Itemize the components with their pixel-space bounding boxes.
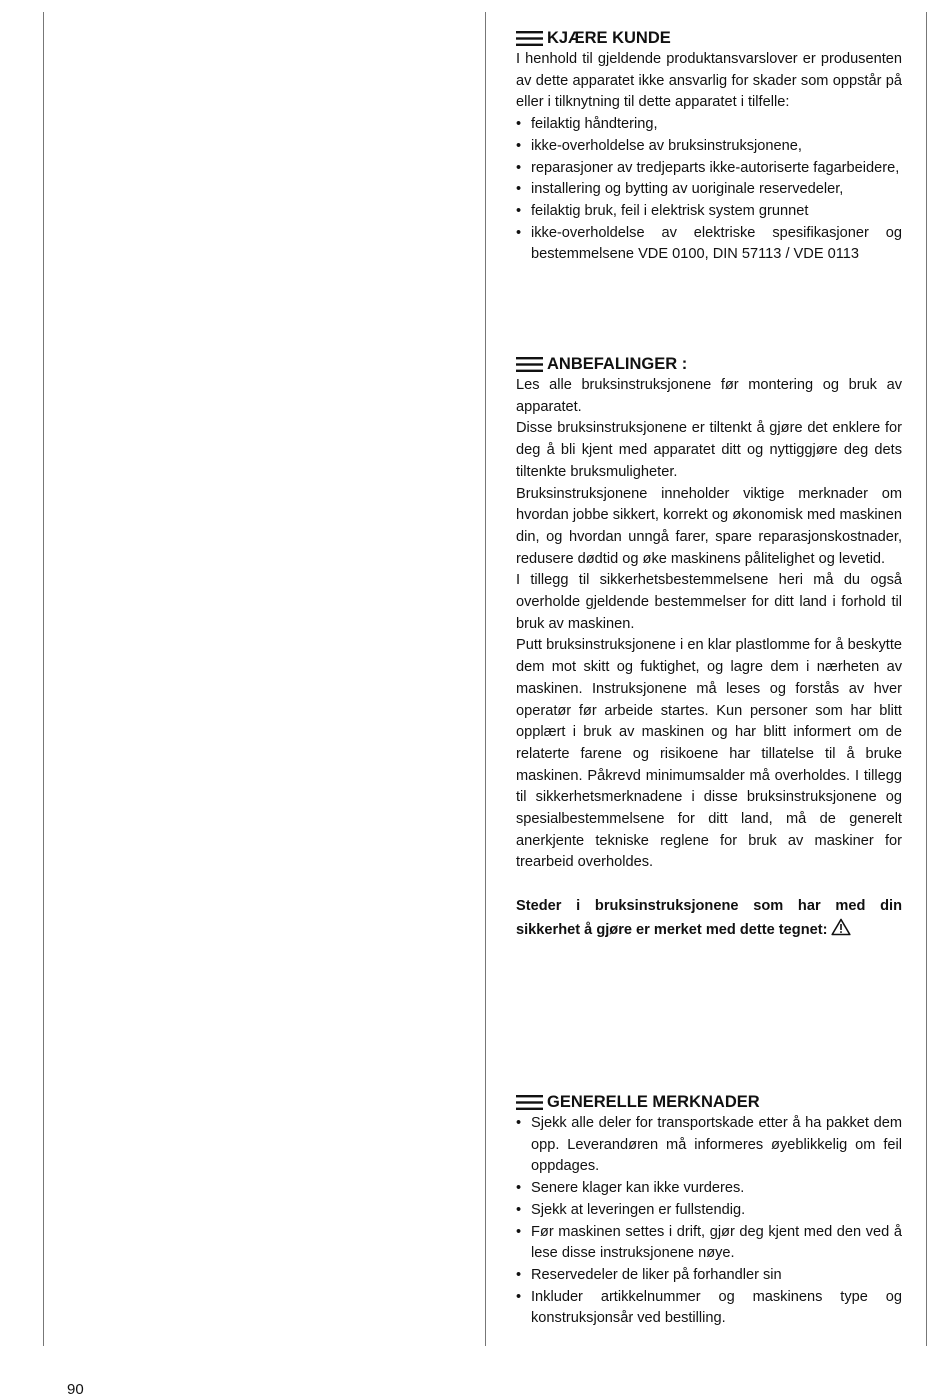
general-section <box>516 1091 902 1330</box>
liability-list <box>516 114 902 266</box>
recommendations-section <box>516 353 902 941</box>
customer-heading <box>516 27 902 49</box>
recommendations-title: ANBEFALINGER : <box>547 355 688 373</box>
customer-section <box>516 27 902 266</box>
list-item: • ikke-overholdelse av elektriske spesifikasjoner og bestemmelsene VDE 0100, DIN 57113 / VDE 0113 <box>516 223 902 266</box>
recommendation-paragraph: Les alle bruksinstruksjonene før montering og bruk av apparatet. <box>516 377 902 415</box>
recommendations-heading <box>516 353 902 375</box>
general-title: GENERELLE MERKNADER <box>547 1093 760 1111</box>
list-item: • ikke-overholdelse av bruksinstruksjonene, <box>516 136 902 158</box>
page-number: 90 <box>67 1381 84 1398</box>
column-divider-line <box>485 12 486 1346</box>
list-item: • Sjekk at leveringen er fullstendig. <box>516 1200 902 1222</box>
menu-lines-icon <box>516 29 543 48</box>
recommendation-paragraph: I tillegg til sikkerhetsbestemmelsene heri må du også overholde gjeldende bestemmelser for ditt land i forhold til bruk av maskinen. <box>516 572 902 632</box>
recommendation-paragraph: Putt bruksinstruksjonene i en klar plastlomme for å beskytte dem mot skitt og fuktighet, og lagre dem i nærheten av maskinen. Instruksjonene må leses og forstås av hver operatør før arbeide startes. Kun personer som har blitt opplært i bruk av maskinen og har blitt informert om de relaterte farene og risikoene har tillatelse til å bruke maskinen. Påkrevd minimumsalder må overholdes. I tillegg til sikkerhetsmerknadene i disse bruksinstruksjonene og spesialbestemmelsene for ditt land, må de generelt anerkjente tekniske reglene for bruk av maskiner for trearbeid overholdes. <box>516 637 902 871</box>
general-heading <box>516 1091 902 1113</box>
list-item: • installering og bytting av uoriginale reservedeler, <box>516 179 902 201</box>
list-item: • Sjekk alle deler for transportskade etter å ha pakket dem opp. Leverandøren må informeres øyeblikkelig om feil oppdages. <box>516 1113 902 1178</box>
list-item: • Før maskinen settes i drift, gjør deg kjent med den ved å lese disse instruksjonene nøye. <box>516 1222 902 1265</box>
list-item: • feilaktig bruk, feil i elektrisk system grunnet <box>516 201 902 223</box>
general-list <box>516 1113 902 1330</box>
list-item: • feilaktig håndtering, <box>516 114 902 136</box>
list-item: • Senere klager kan ikke vurderes. <box>516 1178 902 1200</box>
list-item: • reparasjoner av tredjeparts ikke-autoriserte fagarbeidere, <box>516 158 902 180</box>
list-item: • Reservedeler de liker på forhandler sin <box>516 1265 902 1287</box>
safety-note-text: Steder i bruksinstruksjonene som har med din sikkerhet å gjøre er merket med dette tegnet: <box>516 897 902 938</box>
recommendation-paragraph: Disse bruksinstruksjonene er tiltenkt å gjøre det enklere for deg å bli kjent med apparatet ditt og nyttiggjøre deg dets tiltenkte bruksmuligheter. <box>516 420 902 480</box>
list-item: • Inkluder artikkelnummer og maskinens type og konstruksjonsår ved bestilling. <box>516 1287 902 1330</box>
safety-note <box>516 896 902 941</box>
menu-lines-icon <box>516 355 543 374</box>
customer-title: KJÆRE KUNDE <box>547 29 671 47</box>
warning-triangle-icon <box>831 918 851 936</box>
menu-lines-icon <box>516 1093 543 1112</box>
left-margin-line <box>43 12 44 1346</box>
recommendation-paragraph: Bruksinstruksjonene inneholder viktige merknader om hvordan jobbe sikkert, korrekt og økonomisk med maskinen din, og hvordan unngå farer, spare reparasjonskostnader, redusere dødtid og øke maskinens pålitelighet og levetid. <box>516 485 902 567</box>
right-margin-line <box>926 12 927 1346</box>
customer-intro: I henhold til gjeldende produktansvarslover er produsenten av dette apparatet ikke ansvarlig for skader som oppstår på eller i tilknytning til dette apparatet i tilfelle: <box>516 51 902 111</box>
